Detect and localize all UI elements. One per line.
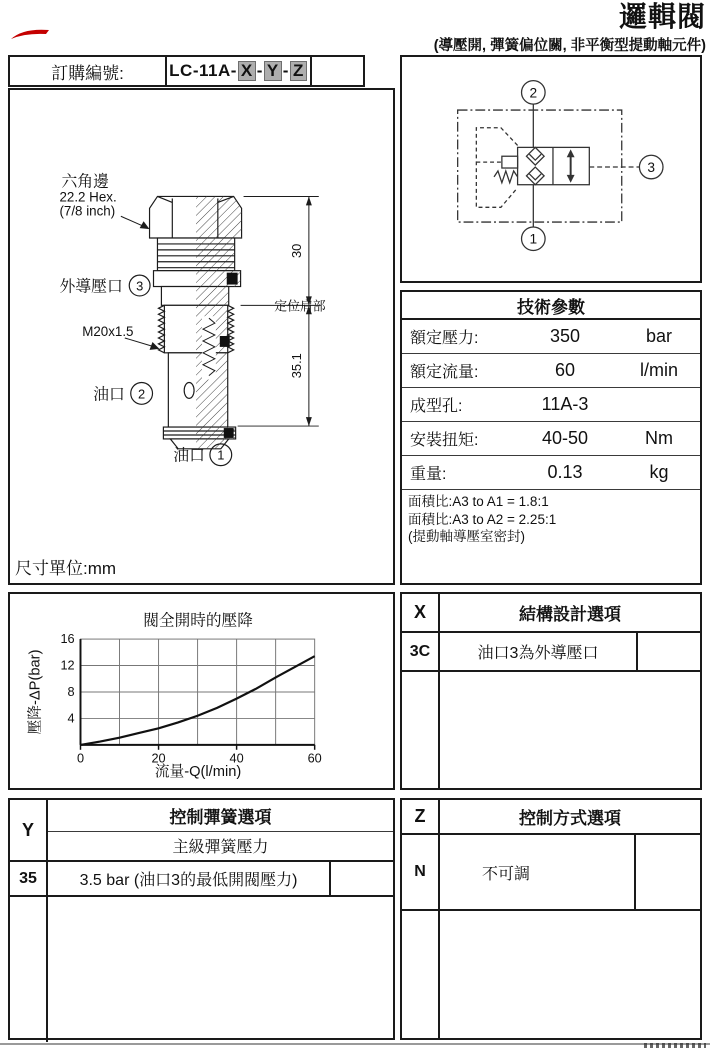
dim-30: 30	[288, 243, 304, 259]
svg-text:1: 1	[529, 231, 538, 247]
symbol-port-2-icon	[522, 81, 546, 105]
table-row	[402, 835, 700, 911]
param-unit: kg	[649, 462, 669, 482]
order-code-x: X	[238, 61, 256, 81]
hex-leader-arrow	[121, 216, 150, 229]
dim-35-1: 35.1	[288, 353, 304, 379]
port-2-label: 油口	[93, 386, 125, 404]
option-x-row-code: 3C	[402, 633, 440, 670]
option-z-title: 控制方式選項	[519, 809, 621, 828]
table-row	[402, 388, 700, 422]
thread-leader-arrow	[125, 338, 160, 350]
port-1-label: 油口	[173, 447, 205, 465]
pilot-port-circle-icon	[129, 275, 150, 296]
svg-text:3: 3	[136, 278, 144, 294]
dimension-drawing-box	[8, 88, 395, 585]
chart-y-tick-label: 16	[60, 630, 75, 646]
chart-y-tick-label: 12	[60, 657, 75, 673]
option-y-row-code: 35	[10, 862, 48, 895]
param-label: 額定壓力:	[410, 330, 479, 347]
pilot-port-label: 外導壓口	[59, 278, 123, 296]
option-y-title: 控制彈簧選項	[48, 800, 393, 832]
option-x-empty-main	[440, 672, 700, 788]
chart-x-tick-label: 0	[76, 750, 85, 766]
param-value: 11A-3	[541, 394, 589, 414]
cartridge-drawing	[10, 90, 393, 583]
option-x-empty	[402, 672, 700, 788]
hydraulic-symbol-box	[400, 55, 702, 283]
thread-label: M20x1.5	[82, 324, 134, 340]
param-unit: Nm	[645, 428, 673, 448]
option-y-empty-main	[48, 897, 393, 1042]
option-z-row-desc: 不可調	[482, 865, 531, 883]
option-y-header-right	[48, 800, 393, 860]
option-x-table	[400, 592, 702, 790]
option-z-empty-left	[402, 911, 440, 1038]
cartridge-body	[150, 196, 242, 448]
page-subtitle: (導壓開, 彈簧偏位關, 非平衡型提動軸元件)	[433, 37, 706, 54]
chart-x-tick-label: 60	[307, 750, 322, 766]
option-z-empty	[402, 911, 700, 1038]
option-z-table	[400, 798, 702, 1040]
option-y-row-spare	[329, 862, 393, 895]
option-z-row-spare	[634, 835, 700, 909]
option-y-code: Y	[10, 800, 48, 860]
option-z-empty-main	[440, 911, 700, 1038]
chart-x-tick-label: 40	[229, 750, 244, 766]
shoulder-label: 定位肩部	[274, 298, 326, 314]
option-z-header	[402, 800, 700, 835]
dimension-unit-note: 尺寸單位:mm	[15, 559, 117, 578]
param-value: 60	[554, 360, 576, 380]
order-label: 訂購編號:	[10, 57, 167, 85]
option-y-header	[10, 800, 393, 862]
chart-x-label: 流量-Q(l/min)	[154, 764, 242, 781]
order-code-sep2: -	[282, 61, 289, 80]
option-x-title: 結構設計選項	[519, 605, 621, 624]
tech-params-title: 技術參數	[402, 292, 700, 320]
symbol-port-1-icon	[522, 227, 546, 251]
option-x-empty-left	[402, 672, 440, 788]
param-label: 額定流量:	[410, 364, 479, 381]
svg-text:3: 3	[647, 159, 656, 175]
option-y-empty-left	[10, 897, 48, 1042]
area-ratio-note-2: 面積比:A3 to A2 = 2.25:1	[408, 511, 557, 527]
param-value: 0.13	[547, 462, 583, 482]
hex-label-cjk: 六角邊	[61, 173, 109, 191]
param-value: 350	[549, 326, 581, 346]
param-value: 40-50	[541, 428, 589, 448]
order-code-y: Y	[264, 61, 282, 81]
svg-text:1: 1	[217, 447, 225, 463]
option-z-code: Z	[402, 800, 440, 833]
option-x-row-spare	[636, 633, 700, 670]
symbol-pilot-piston	[502, 156, 518, 168]
page-bottom-edge	[0, 1043, 710, 1045]
area-ratio-note-1: 面積比:A3 to A1 = 1.8:1	[408, 494, 549, 509]
option-y-empty	[10, 897, 393, 1042]
chart-y-label: 壓降-ΔP(bar)	[27, 649, 44, 735]
chart-title: 閥全開時的壓降	[143, 612, 253, 630]
order-spare-cell	[312, 57, 363, 85]
option-x-header	[402, 594, 700, 633]
hex-label-inch: (7/8 inch)	[59, 203, 116, 219]
port-2-circle-icon	[131, 383, 153, 405]
pressure-drop-chart	[10, 594, 393, 788]
table-row	[402, 354, 700, 388]
tech-notes	[402, 490, 700, 549]
order-number-box	[8, 55, 365, 87]
option-y-subtitle: 主級彈簧壓力	[172, 839, 269, 856]
page-title: 邏輯閥	[618, 1, 706, 32]
option-y-table	[8, 798, 395, 1040]
table-row	[402, 422, 700, 456]
order-code	[167, 57, 312, 85]
option-y-row-desc: 3.5 bar (油口3的最低開閥壓力)	[79, 872, 298, 889]
chart-y-tick-label: 4	[67, 710, 75, 726]
svg-text:2: 2	[529, 85, 538, 101]
table-row	[402, 633, 700, 672]
hydraulic-symbol	[402, 57, 700, 281]
svg-text:2: 2	[138, 386, 146, 402]
footer-cut-text	[644, 1043, 706, 1048]
param-label: 安裝扭矩:	[410, 432, 479, 449]
hex-label-size: 22.2 Hex.	[59, 189, 117, 205]
symbol-port-3-icon	[639, 155, 663, 179]
option-x-row-desc: 油口3為外導壓口	[477, 645, 599, 662]
title-block	[434, 2, 706, 55]
table-row	[402, 320, 700, 354]
table-row	[402, 456, 700, 490]
brand-logo-swoosh	[10, 26, 50, 42]
pressure-drop-chart-box	[8, 592, 395, 790]
table-row	[10, 862, 393, 897]
tech-params-table	[400, 290, 702, 585]
param-unit: l/min	[639, 360, 678, 380]
chart-y-tick-label: 8	[67, 683, 75, 699]
param-unit: bar	[645, 326, 672, 346]
option-x-code: X	[402, 594, 440, 631]
port-1-circle-icon	[210, 444, 232, 466]
order-code-prefix: LC-11A-	[169, 61, 237, 80]
chart-x-tick-label: 20	[151, 750, 166, 766]
param-label: 重量:	[410, 466, 447, 483]
seal-note: (提動軸導壓室密封)	[408, 529, 525, 545]
param-label: 成型孔:	[410, 398, 463, 415]
symbol-spring	[494, 171, 518, 183]
order-code-sep1: -	[256, 61, 263, 80]
order-code-z: Z	[290, 61, 307, 81]
option-z-row-code: N	[402, 835, 440, 909]
